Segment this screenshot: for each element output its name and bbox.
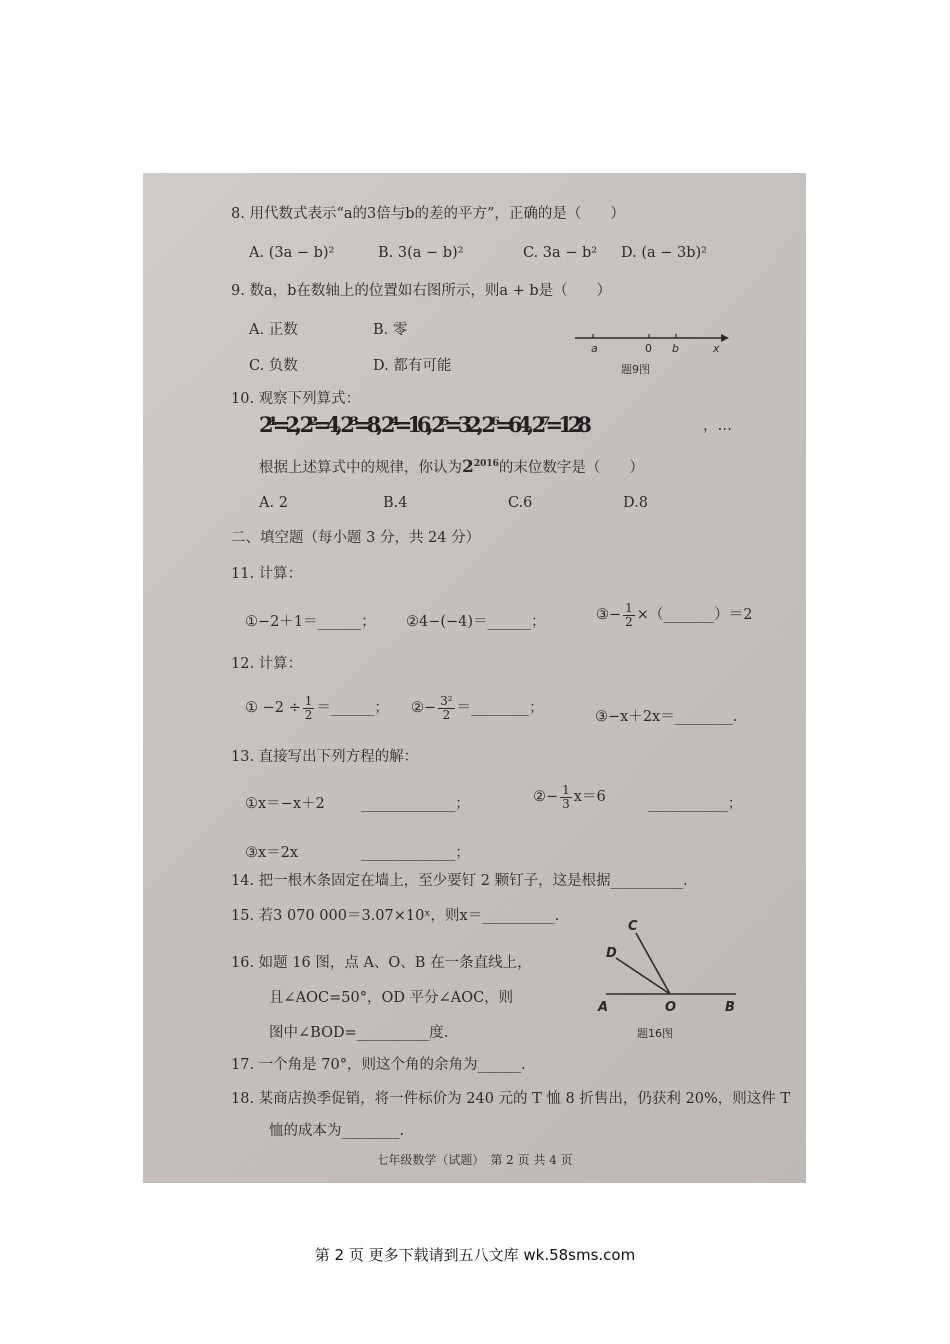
q12-part-1: [245, 695, 389, 721]
q8-stem: 8. 用代数式表示“a的3倍与b的差的平方”，正确的是（ ）: [231, 206, 625, 222]
q10-option-d: D.8: [623, 495, 648, 511]
document-footer: 第 2 页 更多下载请到五八文库 wk.58sms.com: [314, 1246, 636, 1264]
q8-option-d: D. (a − 3b)²: [621, 245, 707, 261]
q9-option-d: D. 都有可能: [373, 358, 452, 374]
q16-label-O: O: [665, 1000, 677, 1015]
q13-part-1-blank: _____________；: [361, 796, 470, 812]
q16-line-1: 16. 如题 16 图，点 A、O、B 在一条直线上，: [231, 955, 532, 971]
q16-angle-figure: [588, 915, 748, 1015]
fraction-denominator: 3: [562, 796, 570, 811]
q10-option-a: A. 2: [259, 495, 288, 511]
q8-option-c: C. 3a − b²: [523, 245, 598, 261]
q13-part-3-blank: _____________；: [361, 845, 470, 861]
q9-stem: 9. 数a，b在数轴上的位置如右图所示，则a + b是（ ）: [231, 283, 612, 299]
fraction-numerator: 1: [625, 601, 633, 615]
q13-part-2-post: x＝6: [573, 789, 606, 806]
q13-stem: 13. 直接写出下列方程的解：: [231, 749, 419, 765]
q9-label-x: x: [713, 342, 720, 355]
fraction-numerator: 1: [562, 783, 570, 797]
q12-part-1-fraction: [303, 695, 315, 721]
q12-part-3: ③−x＋2x＝________.: [595, 709, 738, 725]
q9-option-a: A. 正数: [249, 322, 298, 338]
q16-line-3: 图中∠BOD=__________度.: [269, 1025, 449, 1041]
q10-power-base: 2: [462, 457, 474, 477]
section-2-heading: 二、填空题（每小题 3 分，共 24 分）: [231, 530, 481, 546]
q9-option-b: B. 零: [373, 322, 408, 338]
q11-part-3: [596, 602, 752, 628]
q10-stem: 10. 观察下列算式：: [231, 391, 361, 407]
q11-part-3-pre: ③−: [596, 607, 622, 624]
fraction-numerator: 1: [304, 694, 313, 708]
q13-part-2-blank: ___________；: [648, 796, 743, 812]
q12-part-2-pre: ②−: [411, 700, 437, 717]
exam-page-footer: 七年级数学（试题） 第 2 页 共 4 页: [376, 1153, 573, 1167]
q16-label-A: A: [598, 1000, 609, 1015]
q17-text: 17. 一个角是 70°，则这个角的余角为______.: [231, 1057, 526, 1073]
q12-part-2-post: ＝________；: [456, 700, 544, 717]
q10-question: [259, 457, 644, 477]
q13-part-3: ③x＝2x: [245, 845, 299, 861]
q9-label-b: b: [672, 342, 679, 355]
scanned-exam-photo: [143, 173, 806, 1183]
q11-part-2: ②4−(−4)＝______；: [406, 614, 546, 630]
q10-question-post: 的末位数字是（ ）: [498, 460, 644, 476]
q16-label-C: C: [628, 919, 638, 934]
q11-part-3-post: ×（_______）＝2: [636, 607, 753, 624]
q11-part-1: ①−2＋1＝______；: [245, 614, 376, 630]
q9-option-c: C. 负数: [249, 358, 298, 374]
q12-part-1-pre: ① −2 ÷: [245, 700, 301, 717]
q15-text: 15. 若3 070 000＝3.07×10ˣ，则x＝__________.: [231, 908, 560, 924]
q16-label-B: B: [725, 1000, 735, 1015]
q18-line-2: 恤的成本为________.: [269, 1123, 405, 1139]
q16-line-2: 且∠AOC=50°，OD 平分∠AOC，则: [269, 990, 514, 1006]
q9-label-a: a: [591, 342, 598, 355]
q10-question-pre: 根据上述算式中的规律，你认为: [259, 460, 462, 476]
q9-caption: 题9图: [621, 363, 650, 376]
q8-option-a: A. (3a − b)²: [249, 245, 335, 261]
q12-part-1-post: ＝______；: [316, 700, 389, 717]
q13-part-2-fraction: [560, 784, 572, 810]
q10-option-c: C.6: [508, 495, 533, 511]
q10-power-sequence: 2¹=2, 2²=4, 2³=8, 2⁴=16, 2⁵=32, 2⁶=64, 2⁷=128: [259, 412, 587, 437]
q11-part-3-fraction: [623, 602, 635, 628]
q9-label-zero: 0: [645, 342, 652, 355]
q8-option-b: B. 3(a − b)²: [378, 245, 464, 261]
fraction-denominator: 2: [625, 614, 633, 629]
q9-number-line-figure: [571, 328, 731, 358]
fraction-numerator: 3²: [440, 694, 453, 708]
fraction-denominator: 2: [304, 707, 313, 722]
q13-part-1: ①x＝−x＋2: [245, 796, 325, 812]
q12-part-2-fraction: [438, 695, 454, 721]
q12-part-2: [411, 695, 544, 721]
q10-power-exponent: 2016: [473, 459, 499, 470]
fraction-denominator: 2: [442, 707, 451, 722]
q10-tail: ，…: [703, 418, 732, 434]
q12-stem: 12. 计算：: [231, 656, 303, 672]
q16-caption: 题16图: [637, 1027, 673, 1040]
q14-text: 14. 把一根木条固定在墙上，至少要钉 2 颗钉子，这是根据__________.: [231, 873, 688, 889]
q13-part-2-pre: ②−: [533, 789, 559, 806]
q16-label-D: D: [606, 946, 617, 961]
q18-line-1: 18. 某商店换季促销，将一件标价为 240 元的 T 恤 8 折售出，仍获利 20%，则这件 T: [231, 1091, 791, 1107]
q10-option-b: B.4: [383, 495, 408, 511]
q13-part-2: [533, 784, 606, 810]
q11-stem: 11. 计算：: [231, 566, 303, 582]
